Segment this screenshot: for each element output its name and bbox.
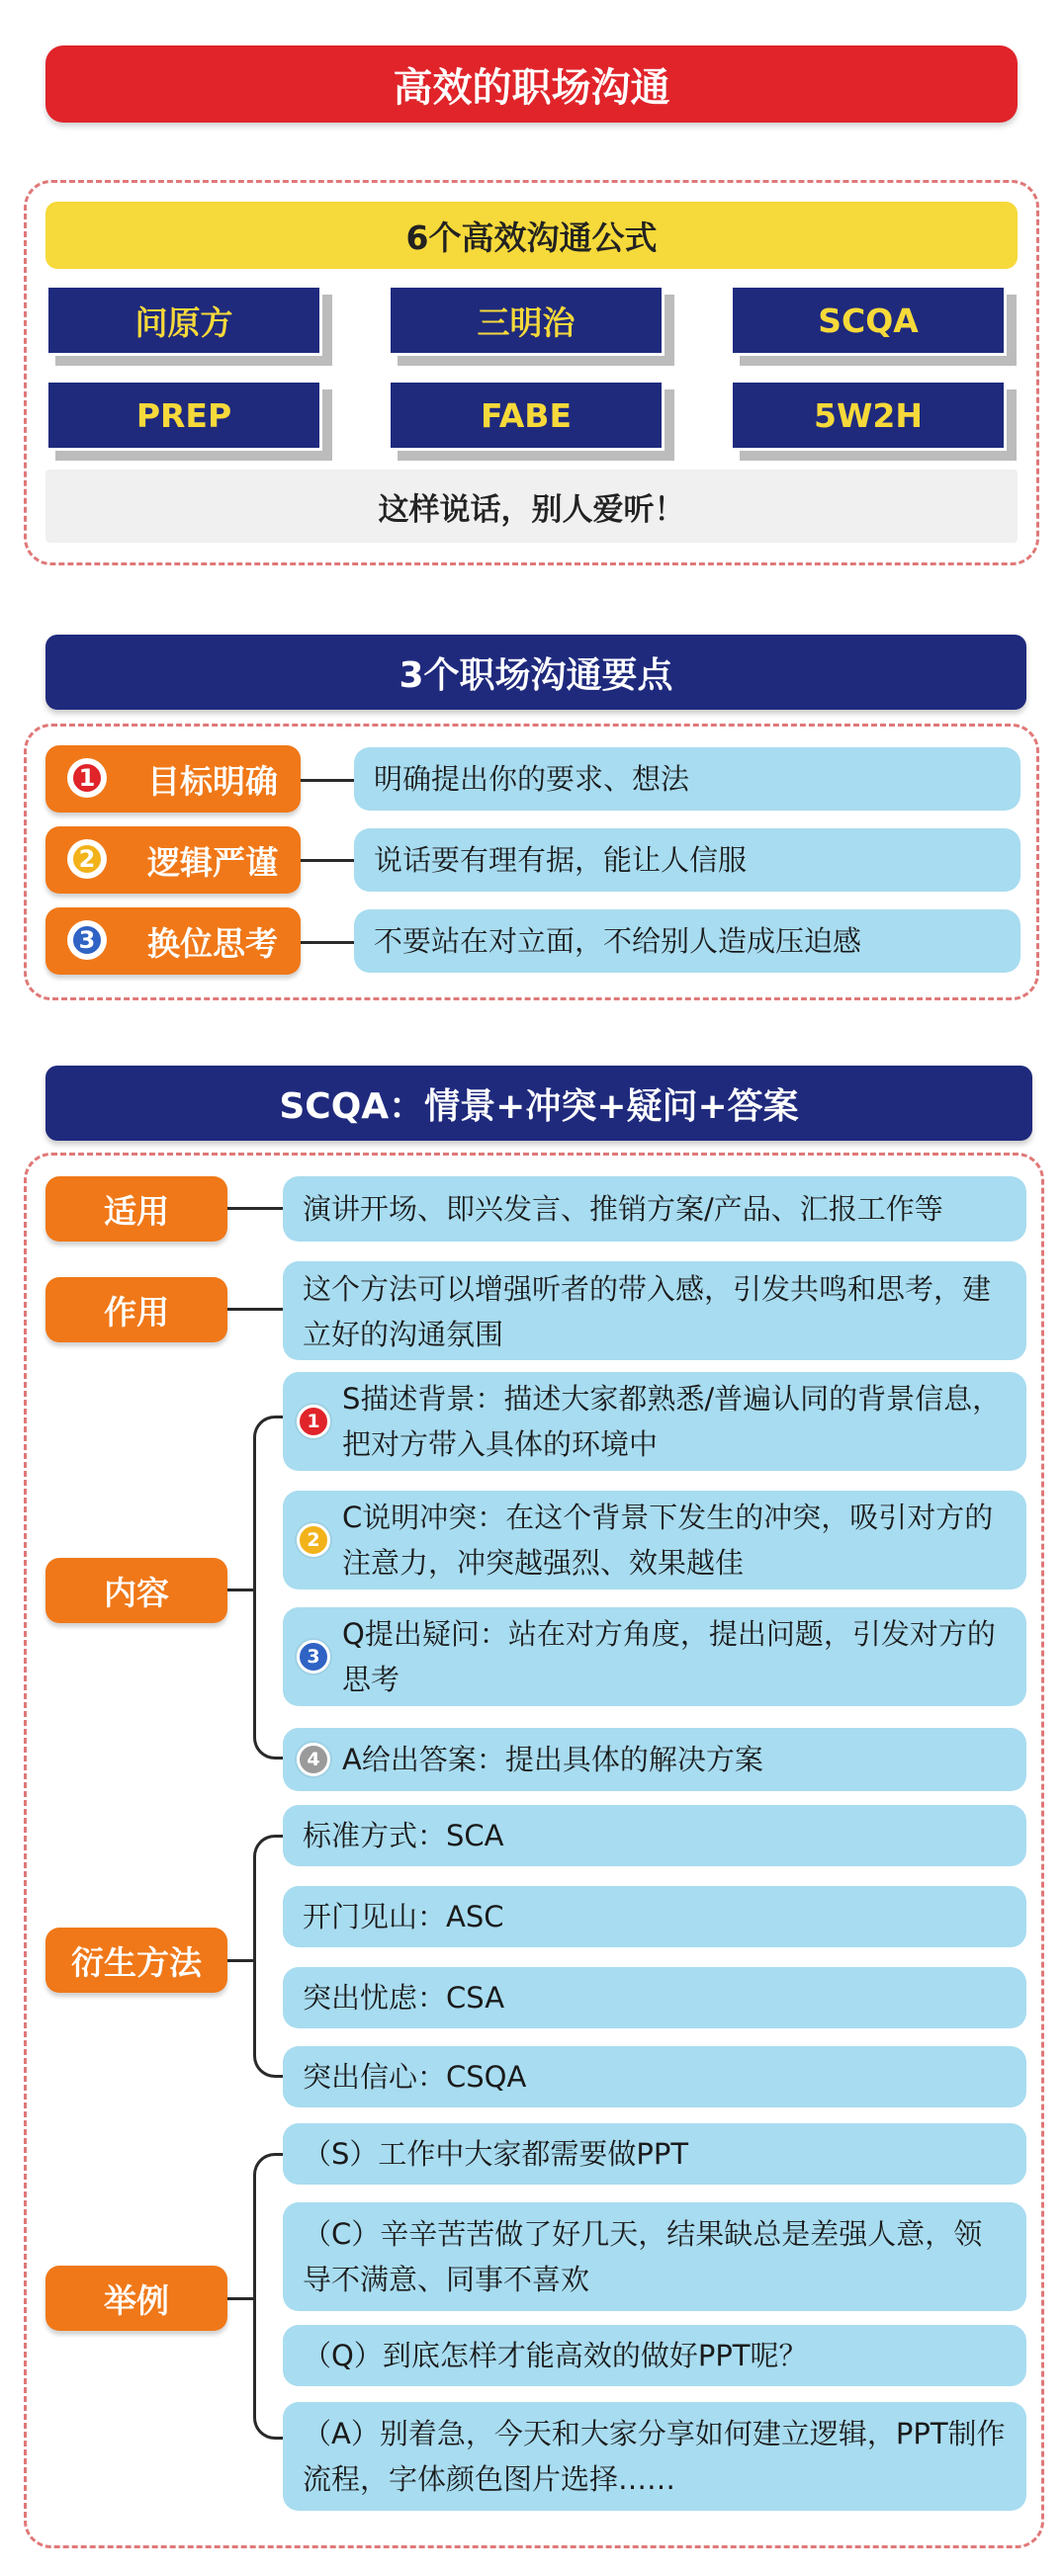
point-pill: 3 换位思考 [45,907,301,975]
formula-card: PREP [45,380,322,451]
derived-item: 突出信心：CSQA [283,2046,1026,2107]
number-2-icon: 2 [297,1523,330,1557]
formula-card: FABE [388,380,665,451]
formula-card: SCQA [730,285,1007,356]
number-3-icon: 3 [67,920,107,960]
content-item: 3 Q提出疑问：站在对方角度，提出问题，引发对方的思考 [283,1607,1026,1706]
content-label: 内容 [45,1558,227,1623]
point-desc: 不要站在对立面，不给别人造成压迫感 [354,909,1020,973]
formulas-footer: 这样说话，别人爱听！ [45,470,1018,543]
content-item: 4 A给出答案：提出具体的解决方案 [283,1728,1026,1791]
formulas-header: 6个高效沟通公式 [45,202,1018,269]
point-pill: 1 目标明确 [45,745,301,813]
example-item: （S）工作中大家都需要做PPT [283,2123,1026,2185]
number-3-icon: 3 [297,1640,330,1674]
derived-item: 标准方式：SCA [283,1805,1026,1866]
derived-item: 开门见山：ASC [283,1886,1026,1947]
points-header: 3个职场沟通要点 [45,635,1026,710]
content-item: 2 C说明冲突：在这个背景下发生的冲突，吸引对方的注意力，冲突越强烈、效果越佳 [283,1491,1026,1589]
effect-text: 这个方法可以增强听者的带入感，引发共鸣和思考，建立好的沟通氛围 [283,1261,1026,1360]
number-1-icon: 1 [297,1405,330,1438]
example-item: （A）别着急，今天和大家分享如何建立逻辑，PPT制作流程，字体颜色图片选择…… [283,2402,1026,2511]
formula-card: 5W2H [730,380,1007,451]
derived-item: 突出忧虑：CSA [283,1967,1026,2028]
example-item: （C）辛辛苦苦做了好几天，结果缺总是差强人意，领导不满意、同事不喜欢 [283,2202,1026,2311]
number-2-icon: 2 [67,839,107,879]
apply-text: 演讲开场、即兴发言、推销方案/产品、汇报工作等 [283,1176,1026,1242]
apply-label: 适用 [45,1176,227,1242]
example-label: 举例 [45,2266,227,2331]
effect-label: 作用 [45,1277,227,1342]
page-title: 高效的职场沟通 [45,45,1018,123]
scqa-header: SCQA：情景+冲突+疑问+答案 [45,1066,1032,1141]
formula-card: 问原方 [45,285,322,356]
derived-label: 衍生方法 [45,1928,227,1993]
point-pill: 2 逻辑严谨 [45,826,301,894]
number-1-icon: 1 [67,758,107,798]
example-item: （Q）到底怎样才能高效的做好PPT呢？ [283,2325,1026,2386]
formula-card: 三明治 [388,285,665,356]
content-item: 1 S描述背景：描述大家都熟悉/普遍认同的背景信息，把对方带入具体的环境中 [283,1372,1026,1471]
point-desc: 明确提出你的要求、想法 [354,747,1020,811]
number-4-icon: 4 [297,1743,330,1776]
point-desc: 说话要有理有据，能让人信服 [354,828,1020,892]
